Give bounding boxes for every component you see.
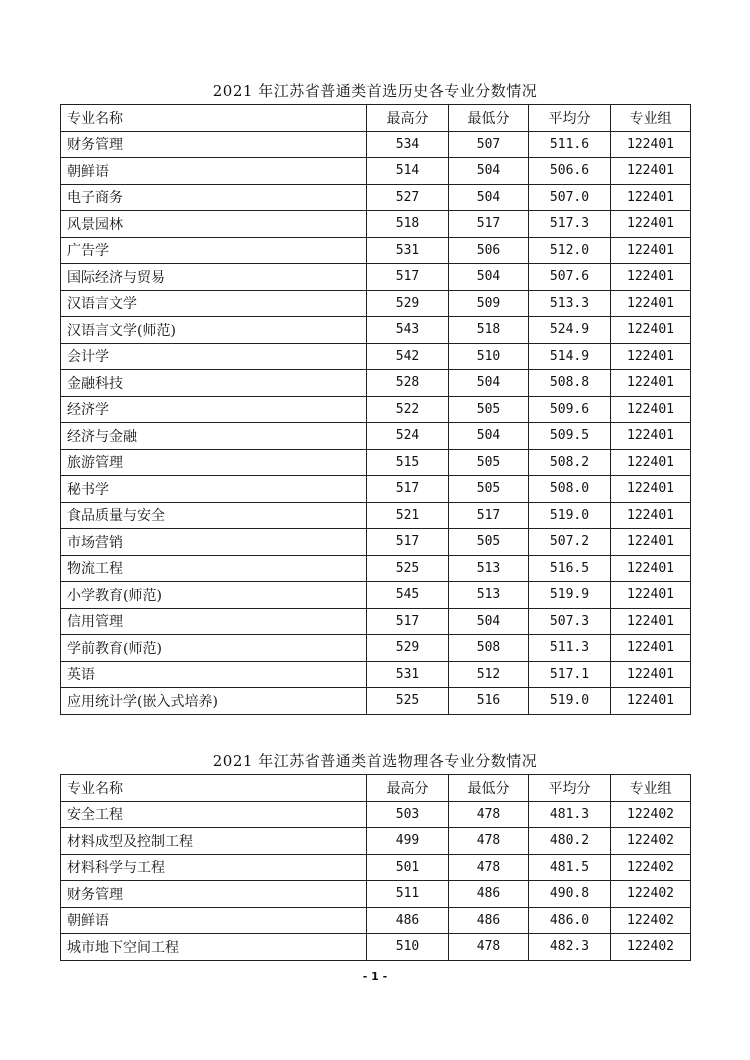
table-row [61,907,691,934]
cell-major-name: 电子商务 [61,184,367,211]
cell-max-score: 517 [367,476,449,503]
cell-major-group: 122401 [611,396,691,423]
table-row [61,688,691,715]
cell-max-score: 527 [367,184,449,211]
cell-max-score: 529 [367,635,449,662]
cell-min-score: 504 [449,608,529,635]
cell-min-score: 478 [449,801,529,828]
cell-major-name: 应用统计学(嵌入式培养) [61,688,367,715]
table-row [61,635,691,662]
cell-max-score: 517 [367,608,449,635]
section-title: 2021 年江苏省普通类首选物理各专业分数情况 [212,752,538,770]
cell-major-name: 国际经济与贸易 [61,264,367,291]
cell-major-group: 122401 [611,211,691,238]
table-row [61,237,691,264]
cell-min-score: 504 [449,184,529,211]
cell-max-score: 525 [367,555,449,582]
cell-max-score: 515 [367,449,449,476]
cell-max-score: 531 [367,661,449,688]
cell-avg-score: 507.3 [529,608,611,635]
cell-major-group: 122401 [611,423,691,450]
cell-min-score: 509 [449,290,529,317]
cell-min-score: 504 [449,423,529,450]
cell-min-score: 504 [449,370,529,397]
table-row [61,801,691,828]
cell-major-name: 金融科技 [61,370,367,397]
cell-major-name: 食品质量与安全 [61,502,367,529]
cell-major-name: 风景园林 [61,211,367,238]
header-row [61,775,691,802]
cell-min-score: 505 [449,396,529,423]
cell-avg-score: 516.5 [529,555,611,582]
cell-min-score: 512 [449,661,529,688]
table-row [61,881,691,908]
cell-max-score: 518 [367,211,449,238]
table-row [61,582,691,609]
cell-min-score: 513 [449,582,529,609]
cell-max-score: 528 [367,370,449,397]
cell-avg-score: 507.2 [529,529,611,556]
cell-max-score: 499 [367,828,449,855]
cell-major-name: 旅游管理 [61,449,367,476]
cell-major-group: 122401 [611,370,691,397]
cell-major-group: 122402 [611,907,691,934]
cell-avg-score: 507.6 [529,264,611,291]
cell-max-score: 510 [367,934,449,961]
cell-min-score: 518 [449,317,529,344]
cell-max-score: 525 [367,688,449,715]
section-title: 2021 年江苏省普通类首选历史各专业分数情况 [212,82,538,100]
header-row [61,105,691,132]
table-row [61,934,691,961]
header-major-name: 专业名称 [61,775,367,802]
cell-min-score: 486 [449,881,529,908]
cell-avg-score: 519.0 [529,688,611,715]
cell-major-group: 122402 [611,828,691,855]
table-row [61,608,691,635]
cell-avg-score: 480.2 [529,828,611,855]
cell-max-score: 511 [367,881,449,908]
cell-min-score: 486 [449,907,529,934]
cell-major-group: 122401 [611,529,691,556]
table-row [61,131,691,158]
cell-major-group: 122402 [611,801,691,828]
cell-avg-score: 519.0 [529,502,611,529]
cell-avg-score: 506.6 [529,158,611,185]
table-row [61,476,691,503]
header-max-score: 最高分 [367,775,449,802]
cell-major-group: 122402 [611,854,691,881]
cell-major-group: 122401 [611,158,691,185]
physics-section [60,748,690,961]
cell-major-name: 材料科学与工程 [61,854,367,881]
cell-major-group: 122401 [611,608,691,635]
table-row [61,529,691,556]
cell-avg-score: 507.0 [529,184,611,211]
cell-major-name: 秘书学 [61,476,367,503]
cell-major-name: 物流工程 [61,555,367,582]
cell-max-score: 524 [367,423,449,450]
cell-major-name: 小学教育(师范) [61,582,367,609]
cell-min-score: 510 [449,343,529,370]
cell-major-name: 广告学 [61,237,367,264]
cell-min-score: 478 [449,828,529,855]
cell-avg-score: 511.6 [529,131,611,158]
cell-avg-score: 482.3 [529,934,611,961]
cell-major-group: 122401 [611,582,691,609]
cell-max-score: 529 [367,290,449,317]
cell-min-score: 508 [449,635,529,662]
cell-major-group: 122401 [611,502,691,529]
table-row [61,423,691,450]
cell-avg-score: 512.0 [529,237,611,264]
cell-major-group: 122401 [611,661,691,688]
cell-max-score: 517 [367,529,449,556]
cell-major-group: 122401 [611,131,691,158]
table-row [61,290,691,317]
cell-major-group: 122401 [611,635,691,662]
header-major-name: 专业名称 [61,105,367,132]
cell-major-name: 经济与金融 [61,423,367,450]
page-number: - 1 - [362,970,388,983]
scores-table [60,104,691,715]
cell-min-score: 504 [449,264,529,291]
cell-max-score: 522 [367,396,449,423]
cell-major-name: 财务管理 [61,881,367,908]
cell-avg-score: 481.3 [529,801,611,828]
cell-avg-score: 509.6 [529,396,611,423]
cell-min-score: 478 [449,934,529,961]
cell-avg-score: 513.3 [529,290,611,317]
table-row [61,396,691,423]
cell-max-score: 521 [367,502,449,529]
cell-major-group: 122401 [611,290,691,317]
cell-major-name: 城市地下空间工程 [61,934,367,961]
table-row [61,854,691,881]
table-row [61,317,691,344]
cell-avg-score: 490.8 [529,881,611,908]
cell-major-group: 122401 [611,449,691,476]
cell-avg-score: 508.2 [529,449,611,476]
cell-avg-score: 481.5 [529,854,611,881]
cell-avg-score: 517.1 [529,661,611,688]
cell-major-group: 122401 [611,343,691,370]
cell-min-score: 505 [449,476,529,503]
cell-min-score: 505 [449,529,529,556]
cell-max-score: 542 [367,343,449,370]
cell-major-name: 学前教育(师范) [61,635,367,662]
table-row [61,343,691,370]
cell-min-score: 505 [449,449,529,476]
cell-min-score: 517 [449,211,529,238]
cell-max-score: 514 [367,158,449,185]
header-avg-score: 平均分 [529,775,611,802]
cell-max-score: 531 [367,237,449,264]
cell-avg-score: 517.3 [529,211,611,238]
cell-min-score: 513 [449,555,529,582]
cell-avg-score: 514.9 [529,343,611,370]
table-row [61,555,691,582]
table-row [61,211,691,238]
cell-avg-score: 511.3 [529,635,611,662]
cell-major-group: 122401 [611,237,691,264]
cell-major-group: 122401 [611,688,691,715]
cell-major-name: 英语 [61,661,367,688]
cell-avg-score: 486.0 [529,907,611,934]
scores-table [60,774,691,961]
cell-major-name: 经济学 [61,396,367,423]
cell-major-name: 市场营销 [61,529,367,556]
cell-major-name: 朝鲜语 [61,907,367,934]
cell-major-name: 汉语言文学(师范) [61,317,367,344]
table-row [61,184,691,211]
cell-major-group: 122402 [611,934,691,961]
cell-max-score: 501 [367,854,449,881]
cell-major-group: 122401 [611,555,691,582]
cell-min-score: 504 [449,158,529,185]
cell-avg-score: 508.0 [529,476,611,503]
cell-max-score: 503 [367,801,449,828]
cell-avg-score: 508.8 [529,370,611,397]
cell-major-group: 122402 [611,881,691,908]
cell-min-score: 516 [449,688,529,715]
header-max-score: 最高分 [367,105,449,132]
table-row [61,828,691,855]
cell-major-name: 安全工程 [61,801,367,828]
cell-major-name: 财务管理 [61,131,367,158]
table-row [61,370,691,397]
header-min-score: 最低分 [449,105,529,132]
cell-min-score: 507 [449,131,529,158]
cell-max-score: 545 [367,582,449,609]
cell-max-score: 534 [367,131,449,158]
table-row [61,264,691,291]
cell-min-score: 506 [449,237,529,264]
cell-major-name: 信用管理 [61,608,367,635]
table-row [61,661,691,688]
cell-major-name: 汉语言文学 [61,290,367,317]
cell-major-group: 122401 [611,264,691,291]
header-avg-score: 平均分 [529,105,611,132]
cell-major-group: 122401 [611,184,691,211]
cell-avg-score: 519.9 [529,582,611,609]
cell-major-name: 材料成型及控制工程 [61,828,367,855]
cell-major-name: 朝鲜语 [61,158,367,185]
table-row [61,502,691,529]
history-section [60,78,690,715]
cell-major-group: 122401 [611,317,691,344]
cell-max-score: 486 [367,907,449,934]
header-major-group: 专业组 [611,775,691,802]
cell-max-score: 517 [367,264,449,291]
cell-min-score: 478 [449,854,529,881]
table-row [61,449,691,476]
cell-avg-score: 524.9 [529,317,611,344]
header-min-score: 最低分 [449,775,529,802]
header-major-group: 专业组 [611,105,691,132]
cell-max-score: 543 [367,317,449,344]
cell-min-score: 517 [449,502,529,529]
cell-avg-score: 509.5 [529,423,611,450]
cell-major-name: 会计学 [61,343,367,370]
table-row [61,158,691,185]
cell-major-group: 122401 [611,476,691,503]
